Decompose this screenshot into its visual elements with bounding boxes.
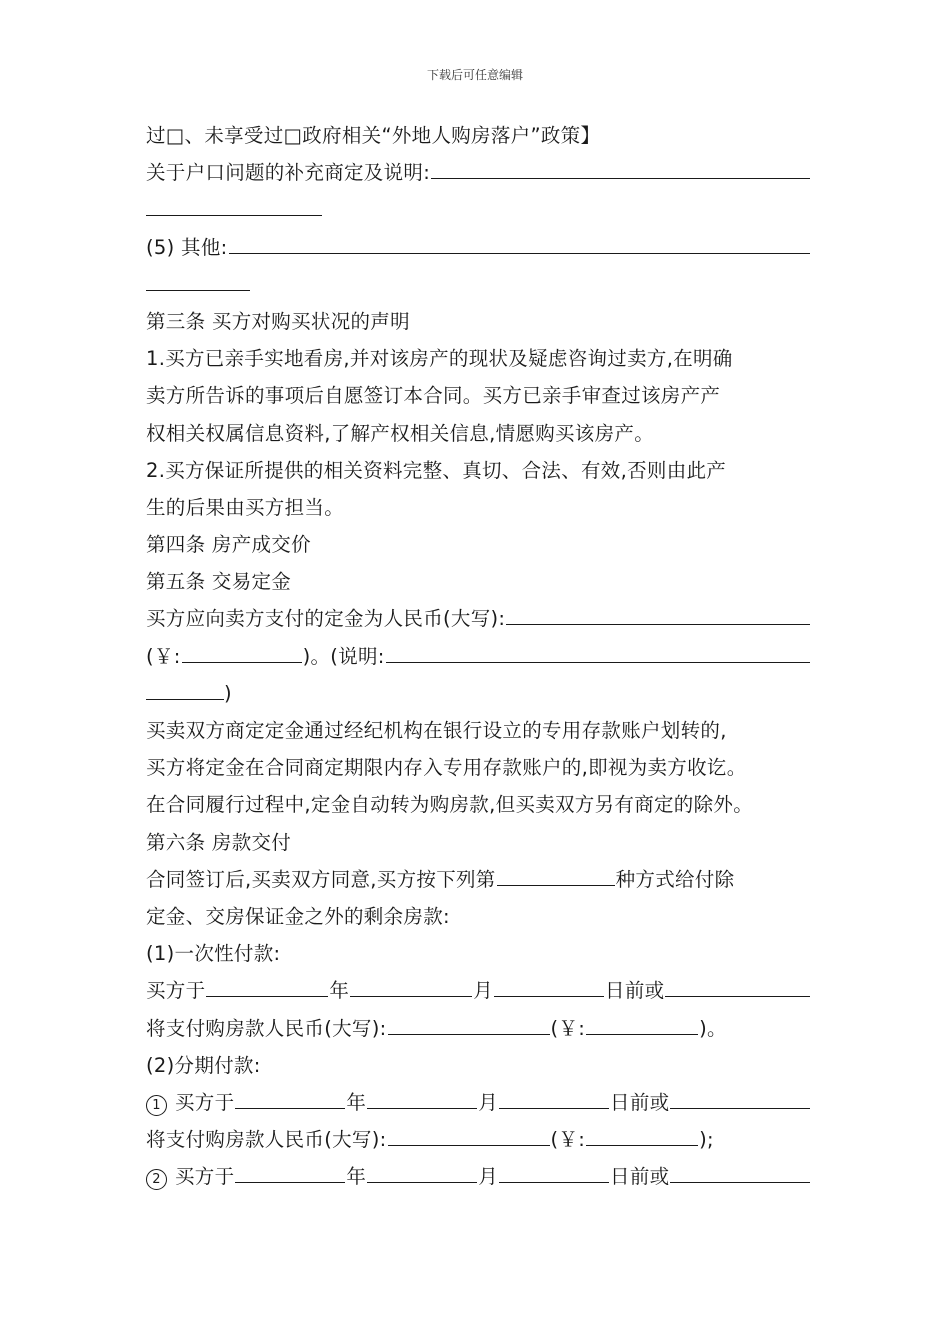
text-line: 在合同履行过程中,定金自动转为购房款,但买卖双方另有商定的除外。 bbox=[146, 793, 753, 817]
household-note-line bbox=[146, 154, 810, 191]
payment-method-field[interactable] bbox=[497, 863, 615, 886]
deposit-yuan-field[interactable] bbox=[182, 640, 302, 663]
paren-close: ) bbox=[224, 681, 232, 705]
buyer-label: 买方于 bbox=[146, 979, 206, 1003]
year-field[interactable] bbox=[235, 1160, 345, 1183]
number-circle-icon: 2 bbox=[146, 1169, 167, 1190]
day-label: 日前或 bbox=[610, 1090, 670, 1114]
text-line: 权相关权属信息资料,了解产权相关信息,情愿购买该房产。 bbox=[146, 421, 654, 445]
household-note-field-cont[interactable] bbox=[146, 193, 322, 216]
text-line: 2.买方保证所提供的相关资料完整、真切、合法、有效,否则由此产 bbox=[146, 458, 727, 482]
paren-close: ); bbox=[699, 1128, 714, 1152]
day-label: 日前或 bbox=[610, 1165, 670, 1189]
year-label: 年 bbox=[346, 1090, 367, 1114]
day-field[interactable] bbox=[499, 1160, 609, 1183]
yuan-label: (￥: bbox=[550, 1016, 586, 1040]
year-field[interactable] bbox=[206, 974, 328, 997]
household-note-field[interactable] bbox=[431, 156, 810, 179]
yuan-field[interactable] bbox=[586, 1012, 698, 1035]
year-label: 年 bbox=[329, 979, 350, 1003]
blank-line bbox=[146, 191, 810, 228]
amount-field[interactable] bbox=[388, 1123, 550, 1146]
note-label: )。(说明: bbox=[302, 644, 385, 668]
amount-label: 将支付购房款人民币(大写): bbox=[146, 1016, 387, 1040]
deposit-note-field-cont[interactable] bbox=[146, 677, 224, 700]
amount-label: 将支付购房款人民币(大写): bbox=[146, 1128, 387, 1152]
text-line: 定金、交房保证金之外的剩余房款: bbox=[146, 904, 450, 928]
month-label: 月 bbox=[478, 1165, 499, 1189]
day-field[interactable] bbox=[499, 1086, 609, 1109]
document-body bbox=[146, 117, 810, 1195]
date-alt-field[interactable] bbox=[670, 1160, 810, 1183]
page-header: 下载后可任意编辑 bbox=[426, 68, 523, 82]
text-line: 生的后果由买方担当。 bbox=[146, 495, 345, 519]
amount-field[interactable] bbox=[388, 1012, 550, 1035]
buyer-label: 买方于 bbox=[175, 1090, 235, 1114]
installment-1-date-line bbox=[146, 1084, 810, 1121]
other-line bbox=[146, 229, 810, 266]
text-line: 过□、未享受过□政府相关“外地人购房落户”政策】 bbox=[146, 124, 601, 147]
date-alt-field[interactable] bbox=[670, 1086, 810, 1109]
date-alt-field[interactable] bbox=[665, 974, 810, 997]
yuan-label: (￥: bbox=[146, 644, 181, 668]
blank-line bbox=[146, 675, 810, 712]
other-field-cont[interactable] bbox=[146, 268, 250, 291]
day-field[interactable] bbox=[494, 974, 604, 997]
blank-line bbox=[146, 266, 810, 303]
article-heading: 第五条 交易定金 bbox=[146, 570, 292, 594]
article-heading: 第三条 买方对购买状况的声明 bbox=[146, 309, 410, 333]
payment-method-label: 合同签订后,买卖双方同意,买方按下列第 bbox=[146, 867, 496, 891]
installment-1-amount-line bbox=[146, 1121, 810, 1158]
month-label: 月 bbox=[478, 1090, 499, 1114]
text-line: 卖方所告诉的事项后自愿签订本合同。买方已亲手审查过该房产产 bbox=[146, 384, 721, 408]
yuan-field[interactable] bbox=[586, 1123, 698, 1146]
month-field[interactable] bbox=[367, 1086, 477, 1109]
subsection-heading: (2)分期付款: bbox=[146, 1053, 261, 1077]
year-label: 年 bbox=[346, 1165, 367, 1189]
article-heading: 第四条 房产成交价 bbox=[146, 533, 311, 557]
deposit-amount-field[interactable] bbox=[506, 602, 810, 625]
number-circle-icon: 1 bbox=[146, 1095, 167, 1116]
year-field[interactable] bbox=[235, 1086, 345, 1109]
deposit-label: 买方应向卖方支付的定金为人民币(大写): bbox=[146, 607, 506, 631]
month-field[interactable] bbox=[350, 974, 472, 997]
month-label: 月 bbox=[473, 979, 494, 1003]
yuan-label: (￥: bbox=[550, 1128, 586, 1152]
payment-method-line bbox=[146, 861, 810, 898]
other-field[interactable] bbox=[229, 231, 811, 254]
deposit-yuan-line bbox=[146, 638, 810, 675]
deposit-note-field[interactable] bbox=[386, 640, 810, 663]
text-line: 买卖双方商定定金通过经纪机构在银行设立的专用存款账户划转的, bbox=[146, 719, 727, 742]
text-line: 1.买方已亲手实地看房,并对该房产的现状及疑虑咨询过卖方,在明确 bbox=[146, 347, 733, 371]
lump-sum-date-line bbox=[146, 972, 810, 1009]
article-heading: 第六条 房款交付 bbox=[146, 830, 292, 854]
household-note-label: 关于户口问题的补充商定及说明: bbox=[146, 161, 431, 185]
payment-method-label-2: 种方式给付除 bbox=[615, 867, 735, 891]
text-line: 买方将定金在合同商定期限内存入专用存款账户的,即视为卖方收讫。 bbox=[146, 756, 747, 780]
paren-close: )。 bbox=[699, 1016, 727, 1040]
subsection-heading: (1)一次性付款: bbox=[146, 942, 281, 966]
installment-2-date-line bbox=[146, 1158, 810, 1195]
other-label: (5) 其他: bbox=[146, 235, 228, 259]
day-label: 日前或 bbox=[605, 979, 665, 1003]
lump-sum-amount-line bbox=[146, 1010, 810, 1047]
month-field[interactable] bbox=[367, 1160, 477, 1183]
deposit-line bbox=[146, 600, 810, 637]
buyer-label: 买方于 bbox=[175, 1165, 235, 1189]
